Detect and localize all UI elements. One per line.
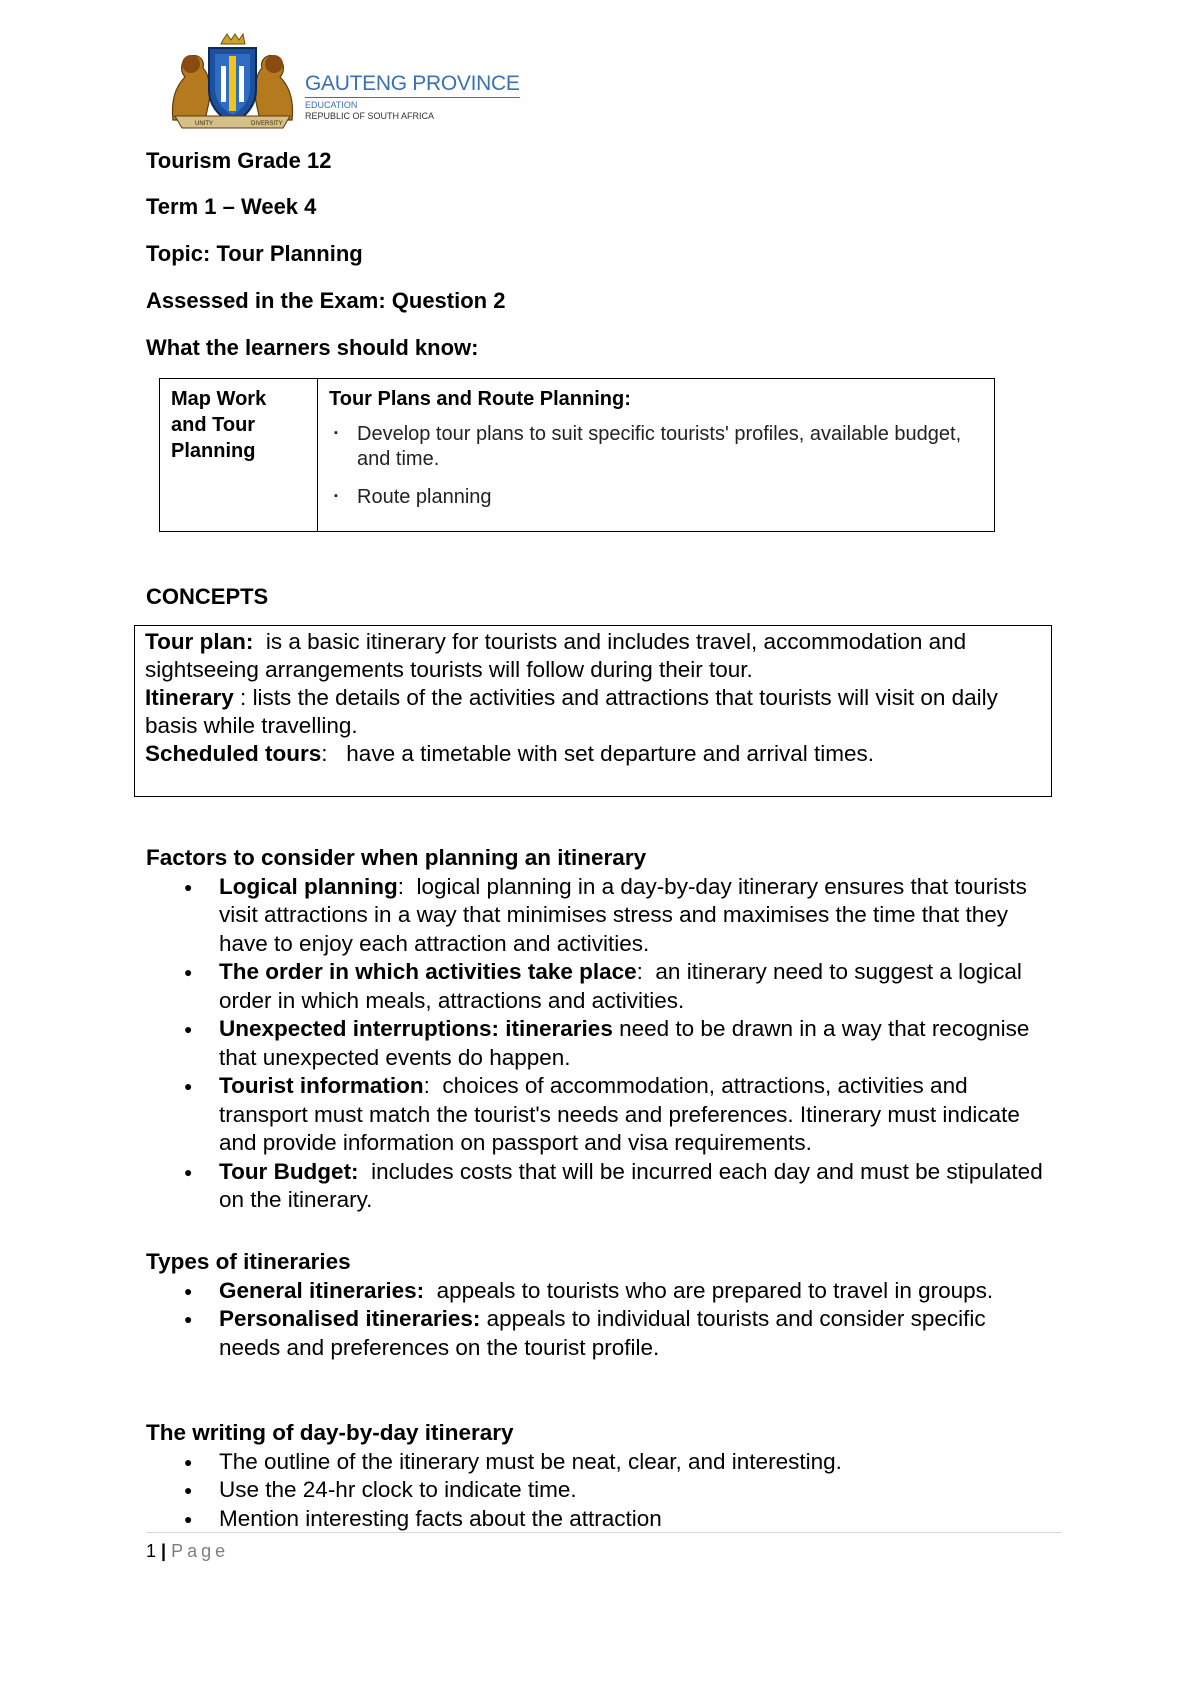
concept-scheduled-tours: Scheduled tours: have a timetable with set departure and arrival times. bbox=[145, 741, 875, 766]
department-name: EDUCATION bbox=[305, 100, 358, 110]
list-item: ● General itineraries: appeals to tourists who are prepared to travel in groups. bbox=[146, 1277, 1046, 1306]
coat-of-arms-icon bbox=[165, 32, 300, 132]
list-item: ▪ Develop tour plans to suit specific tourists' profiles, available budget, and time. bbox=[329, 422, 983, 472]
table-cell-content bbox=[318, 379, 994, 531]
list-item: ● Tourist information: choices of accommodation, attractions, activities and transport must match the tourist's needs and preferences. Itinerary must indicate and provide information on passport and visa requirements. bbox=[146, 1072, 1046, 1158]
concept-term: Scheduled tours bbox=[145, 741, 322, 766]
crest-motto-left: UNITY bbox=[195, 121, 213, 127]
logo-text bbox=[305, 72, 520, 122]
list-item: ● Logical planning: logical planning in a day-by-day itinerary ensures that tourists visit attractions in a way that minimises stress and maximises the time that they have to enjoy each attraction and activities. bbox=[146, 873, 1046, 959]
list-item: ● The order in which activities take place: an itinerary need to suggest a logical order in which meals, attractions and activities. bbox=[146, 958, 1046, 1015]
list-item: ▪ Route planning bbox=[329, 485, 983, 510]
table-cell-topic: Map Work and Tour Planning bbox=[160, 379, 318, 531]
list-item: ● Mention interesting facts about the attraction bbox=[146, 1505, 1046, 1534]
page-number: 1 bbox=[146, 1541, 157, 1561]
concept-definition: have a timetable with set departure and arrival times. bbox=[346, 741, 875, 766]
term-week: Term 1 – Week 4 bbox=[146, 194, 317, 219]
section-title: Types of itineraries bbox=[146, 1249, 351, 1274]
country-name: REPUBLIC OF SOUTH AFRICA bbox=[305, 111, 435, 121]
province-name: GAUTENG PROVINCE bbox=[305, 72, 520, 98]
page-label: Page bbox=[171, 1541, 230, 1561]
types-list bbox=[146, 1277, 1046, 1363]
page-footer bbox=[146, 1540, 229, 1562]
writing-list bbox=[146, 1448, 1046, 1534]
concept-definition: is a basic itinerary for tourists and includes travel, accommodation and sightseeing arrangements tourists will follow during their tour. bbox=[145, 629, 967, 682]
concepts-heading: CONCEPTS bbox=[146, 584, 269, 609]
concept-term: Itinerary bbox=[145, 685, 234, 710]
list-item: ● Unexpected interruptions: itineraries need to be drawn in a way that recognise that unexpected events do happen. bbox=[146, 1015, 1046, 1072]
factors-list bbox=[146, 873, 1046, 1215]
list-item: ● Use the 24-hr clock to indicate time. bbox=[146, 1476, 1046, 1505]
concept-tour-plan bbox=[145, 628, 1041, 684]
list-item: ● Personalised itineraries: appeals to individual tourists and consider specific needs and preferences on the tourist profile. bbox=[146, 1305, 1046, 1362]
concepts-box bbox=[134, 625, 1052, 797]
concept-definition: lists the details of the activities and attractions that tourists will visit on daily basis while travelling. bbox=[145, 685, 998, 738]
crest-motto-right: DIVERSITY bbox=[251, 121, 283, 127]
learners-heading: What the learners should know: bbox=[146, 335, 479, 360]
subject-title: Tourism Grade 12 bbox=[146, 148, 332, 173]
section-title: The writing of day-by-day itinerary bbox=[146, 1420, 514, 1445]
list-item: ● The outline of the itinerary must be neat, clear, and interesting. bbox=[146, 1448, 1046, 1477]
topic: Topic: Tour Planning bbox=[146, 241, 363, 266]
table-cell-heading: Tour Plans and Route Planning: bbox=[329, 388, 631, 410]
writing-section bbox=[146, 1419, 1046, 1533]
gauteng-logo bbox=[165, 32, 520, 132]
footer-divider bbox=[146, 1532, 1062, 1533]
factors-section bbox=[146, 844, 1046, 1215]
concept-term: Tour plan: bbox=[145, 629, 254, 654]
list-item: ● Tour Budget: includes costs that will be incurred each day and must be stipulated on the itinerary. bbox=[146, 1158, 1046, 1215]
footer-separator: | bbox=[161, 1541, 167, 1561]
assessed-line: Assessed in the Exam: Question 2 bbox=[146, 288, 506, 313]
concept-itinerary: Itinerary : lists the details of the activities and attractions that tourists will visit on daily basis while travelling. bbox=[145, 685, 998, 738]
section-title: Factors to consider when planning an itinerary bbox=[146, 845, 647, 870]
knowledge-table bbox=[159, 378, 995, 532]
types-section bbox=[146, 1248, 1046, 1362]
